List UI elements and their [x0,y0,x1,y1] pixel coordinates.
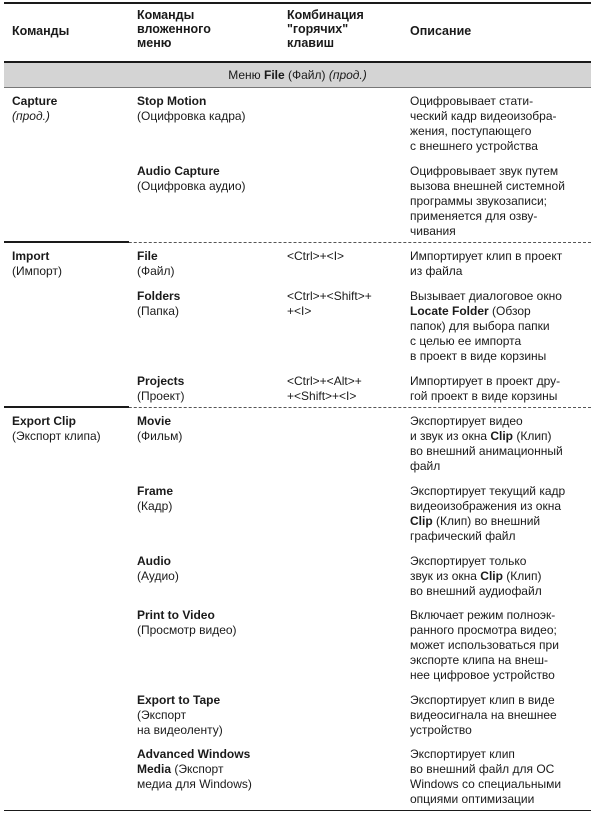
submenu-translation: (Фильм) [137,429,183,443]
description-line: видеоизображения из окна [410,499,562,513]
description-line: опциями оптимизации [410,792,535,806]
description-frame [410,484,590,544]
description-line: видеосигнала на внешнее [410,708,557,722]
hotkey-line: <Ctrl>+<I> [287,249,345,263]
group-rule [4,406,129,408]
submenu-name: Media [137,762,172,776]
hotkey-file [287,249,405,264]
description-stop-motion [410,94,590,154]
description-line: ческий кадр видеоизобра- [410,109,557,123]
submenu-name: Export to Tape [137,693,221,707]
header-submenu [137,8,282,50]
description-line: в проект в виде корзины [410,349,547,363]
submenu-movie [137,414,282,444]
description-line: ранного просмотра видео; [410,623,557,637]
submenu-translation: (Оцифровка аудио) [137,179,246,193]
description-line [410,304,590,319]
submenu-name: Advanced Windows [137,747,251,761]
header-hotkeys-line: Комбинация [287,8,364,22]
description-folders [410,289,590,364]
description-line: во внешний файл для ОС [410,762,555,776]
submenu-name: File [137,249,158,263]
window-name: Clip [490,429,514,443]
submenu-audio-capture [137,164,282,194]
description-print-to-video [410,608,590,683]
description-line: Включает режим полноэк- [410,608,556,622]
submenu-translation: на видеоленту) [137,723,223,737]
submenu-translation: (Экспорт [137,708,187,722]
description-line: с целью ее импорта [410,334,522,348]
window-name: Clip [410,514,433,528]
header-description-text: Описание [410,24,472,38]
description-fragment: (Клип) во внешний [432,514,541,528]
command-capture [12,94,130,124]
description-line: Экспортирует видео [410,414,523,428]
description-line: файл [410,459,441,473]
command-continued: (прод.) [12,109,50,123]
header-commands-text: Команды [12,24,70,38]
submenu-translation: медиа для Windows) [137,777,252,791]
description-line: нее цифровое устройство [410,668,555,682]
submenu-translation: (Экспорт [171,762,224,776]
command-name: Capture [12,94,58,108]
submenu-advanced-windows-media [137,747,282,792]
description-line: Экспортирует клип [410,747,515,761]
description-line [410,569,590,584]
header-hotkeys-line: "горячих" [287,22,349,36]
submenu-name: Movie [137,414,172,428]
submenu-folders [137,289,282,319]
section-menu-translation: (Файл) [284,68,329,82]
description-line: Оцифровывает стати- [410,94,534,108]
description-line: Оцифровывает звук путем [410,164,559,178]
section-menu-name: File [264,68,285,82]
hotkey-projects [287,374,405,404]
description-file [410,249,590,279]
submenu-translation: (Кадр) [137,499,173,513]
description-line: папок) для выбора папки [410,319,550,333]
header-submenu-line: Команды [137,8,195,22]
hotkey-line: <Ctrl>+<Shift>+ [287,289,372,303]
description-line: гой проект в виде корзины [410,389,558,403]
table-top-rule [4,2,591,4]
description-export-to-tape [410,693,590,738]
submenu-name: Audio Capture [137,164,220,178]
hotkey-line: <Ctrl>+<Alt>+ [287,374,362,388]
section-continued: (прод.) [328,68,367,82]
header-hotkeys-line: клавиш [287,36,335,50]
submenu-audio [137,554,282,584]
submenu-name: Stop Motion [137,94,207,108]
hotkey-line: +<Shift>+<I> [287,389,357,403]
submenu-frame [137,484,282,514]
header-description [410,24,590,38]
description-line: с внешнего устройства [410,139,538,153]
submenu-name: Audio [137,554,171,568]
description-line: Windows со специальными [410,777,562,791]
submenu-stop-motion [137,94,282,124]
description-line: Экспортирует клип в виде [410,693,555,707]
submenu-name: Print to Video [137,608,215,622]
submenu-name: Folders [137,289,181,303]
description-line: устройство [410,723,472,737]
description-line: вызова внешней системной [410,179,565,193]
table-bottom-rule [4,810,591,811]
submenu-translation: (Аудио) [137,569,179,583]
description-line [410,429,590,444]
header-submenu-line: вложенного [137,22,211,36]
description-line: Импортирует в проект дру- [410,374,561,388]
header-commands [12,24,130,38]
header-hotkeys [287,8,405,50]
submenu-export-to-tape [137,693,282,738]
description-fragment: (Клип) [513,429,552,443]
description-line: программы звукозаписи; [410,194,547,208]
description-fragment: и звук из окна [410,429,491,443]
command-translation: (Экспорт клипа) [12,429,101,443]
submenu-name: Projects [137,374,185,388]
window-name: Clip [480,569,503,583]
description-fragment: звук из окна [410,569,481,583]
section-band [4,63,591,88]
submenu-name: Frame [137,484,174,498]
submenu-projects [137,374,282,404]
description-line: чивания [410,224,456,238]
description-line: Вызывает диалоговое окно [410,289,562,303]
description-projects [410,374,590,404]
description-advanced-windows-media [410,747,590,807]
description-line: из файла [410,264,463,278]
description-line: экспорте клипа на внеш- [410,653,548,667]
description-line: может использоваться при [410,638,559,652]
submenu-translation: (Просмотр видео) [137,623,237,637]
description-fragment: (Обзор [488,304,531,318]
description-audio-capture [410,164,590,239]
command-export-clip [12,414,130,444]
submenu-name-line [137,762,282,777]
description-line: Экспортирует только [410,554,527,568]
header-submenu-line: меню [137,36,172,50]
description-line: Импортирует клип в проект [410,249,563,263]
hotkey-folders [287,289,405,319]
command-translation: (Импорт) [12,264,62,278]
dialog-name: Locate Folder [410,304,489,318]
submenu-translation: (Файл) [137,264,175,278]
submenu-translation: (Папка) [137,304,179,318]
submenu-translation: (Проект) [137,389,185,403]
submenu-print-to-video [137,608,282,638]
description-line: Экспортирует текущий кадр [410,484,566,498]
submenu-translation: (Оцифровка кадра) [137,109,246,123]
description-fragment: (Клип) [502,569,542,583]
description-audio [410,554,590,599]
hotkey-line: +<I> [287,304,312,318]
description-line: графический файл [410,529,516,543]
group-rule [4,241,129,243]
description-movie [410,414,590,474]
command-name: Export Clip [12,414,77,428]
description-line: жения, поступающего [410,124,532,138]
command-import [12,249,130,279]
description-line: во внешний анимационный [410,444,563,458]
description-line [410,514,590,529]
description-line: во внешний аудиофайл [410,584,542,598]
submenu-file [137,249,282,279]
section-prefix: Меню [228,68,264,82]
command-name: Import [12,249,50,263]
description-line: применяется для озву- [410,209,538,223]
